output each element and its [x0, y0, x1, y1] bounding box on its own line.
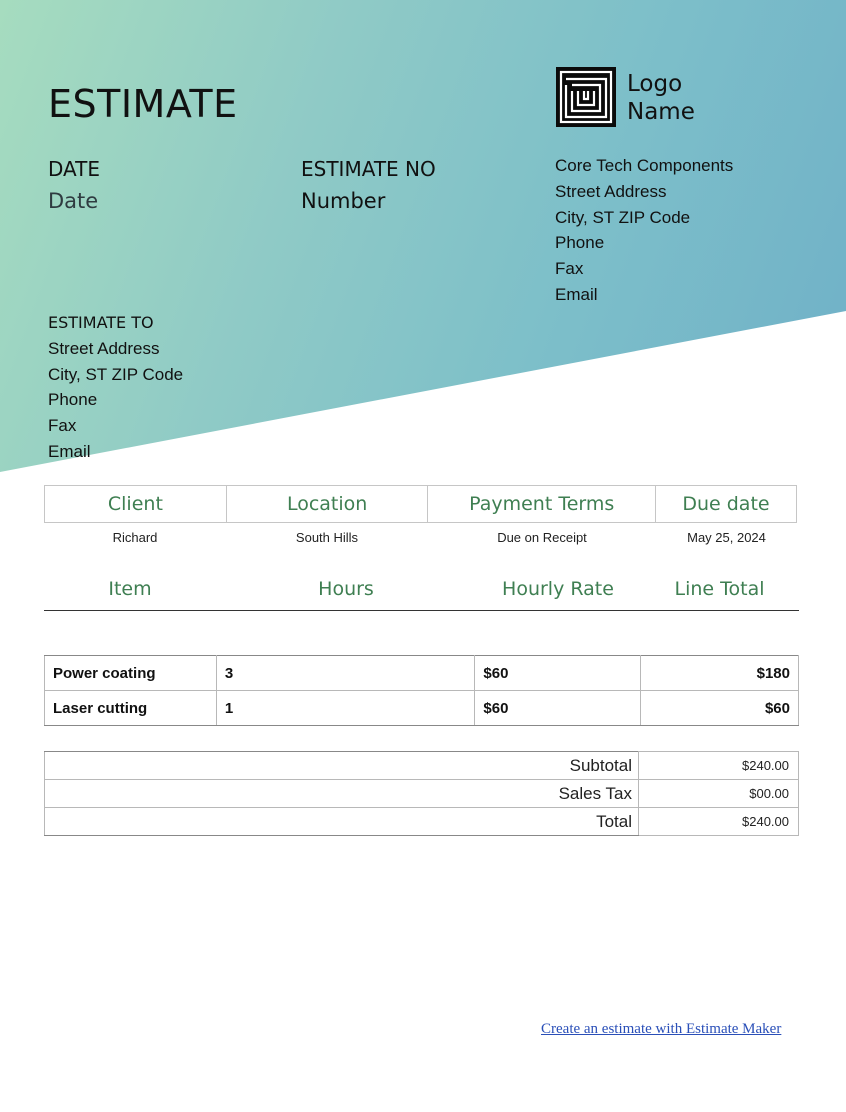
item-hours: 1: [216, 691, 475, 726]
company-info: [555, 153, 733, 308]
location-value: South Hills: [295, 530, 359, 545]
estimate-to-fax: Fax: [48, 416, 77, 436]
item-line-total: $60: [641, 691, 799, 726]
item-rate: $60: [475, 656, 641, 691]
info-header-table: [44, 485, 797, 523]
due-date-value: May 25, 2024: [687, 530, 766, 545]
item-name: Laser cutting: [45, 691, 217, 726]
client-value: Richard: [112, 530, 158, 545]
total-amount: $240.00: [639, 808, 799, 836]
estimate-to-title: ESTIMATE TO: [48, 313, 154, 332]
items-header-line-total: Line Total: [674, 578, 765, 600]
company-city: City, ST ZIP Code: [555, 207, 691, 227]
payment-terms-value: Due on Receipt: [497, 530, 587, 545]
totals-row: [45, 808, 799, 836]
logo-line-1: Logo: [627, 71, 683, 97]
company-email: Email: [555, 284, 598, 304]
info-header-client: Client: [45, 486, 227, 522]
company-fax: Fax: [555, 259, 584, 279]
item-rate: $60: [475, 691, 641, 726]
estimate-to-block: [48, 310, 183, 465]
subtotal-label: Subtotal: [45, 752, 639, 780]
subtotal-amount: $240.00: [639, 752, 799, 780]
totals-row: [45, 752, 799, 780]
logo-maze-icon: [556, 67, 616, 127]
table-row: [45, 691, 799, 726]
logo-name: [627, 70, 695, 126]
company-name: Core Tech Components: [555, 156, 734, 175]
info-header-due-date: Due date: [682, 493, 770, 515]
sales-tax-amount: $00.00: [639, 780, 799, 808]
items-header-hours: Hours: [318, 578, 374, 600]
estimate-number-label: ESTIMATE NO: [301, 157, 436, 181]
estimate-to-phone: Phone: [48, 390, 98, 410]
estimate-number-value: Number: [301, 189, 386, 213]
sales-tax-label: Sales Tax: [45, 780, 639, 808]
item-hours: 3: [216, 656, 475, 691]
info-header-payment-terms: Payment Terms: [428, 486, 655, 522]
company-street: Street Address: [555, 181, 667, 201]
estimate-to-email: Email: [48, 441, 91, 461]
estimate-to-street: Street Address: [48, 338, 160, 358]
table-row: [45, 656, 799, 691]
item-name: Power coating: [45, 656, 217, 691]
logo-line-2: Name: [627, 99, 695, 125]
info-values-row: [44, 530, 797, 545]
items-header-row: [44, 578, 799, 611]
info-header-location: Location: [227, 486, 429, 522]
totals-row: [45, 780, 799, 808]
date-label: DATE: [48, 157, 101, 181]
total-label: Total: [45, 808, 639, 836]
date-value: Date: [48, 189, 99, 213]
estimate-to-city: City, ST ZIP Code: [48, 364, 184, 384]
totals-table: [44, 751, 799, 836]
company-phone: Phone: [555, 233, 605, 253]
items-table: [44, 655, 799, 726]
items-header-item: Item: [108, 578, 152, 600]
items-header-hourly-rate: Hourly Rate: [502, 578, 614, 600]
estimate-maker-link[interactable]: Create an estimate with Estimate Maker: [541, 1021, 782, 1037]
item-line-total: $180: [641, 656, 799, 691]
page-title: ESTIMATE: [48, 82, 238, 126]
